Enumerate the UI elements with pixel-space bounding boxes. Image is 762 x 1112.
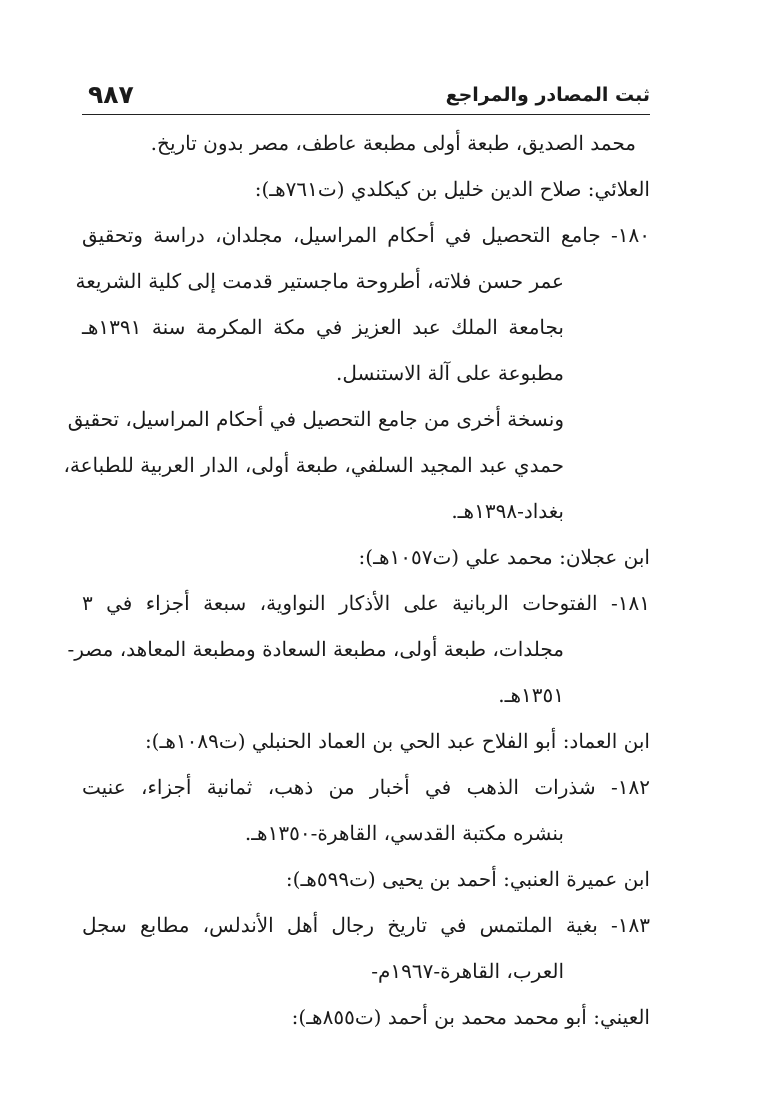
text-line: بجامعة الملك عبد العزيز في مكة المكرمة سنة ١٣٩١هـ <box>82 315 564 339</box>
text-line: حمدي عبد المجيد السلفي، طبعة أولى، الدار العربية للطباعة، <box>63 453 564 477</box>
page-number: ٩٨٧ <box>88 80 134 109</box>
text-line: ١٣٥١هـ. <box>498 683 564 707</box>
text-line: محمد الصديق، طبعة أولى مطبعة عاطف، مصر بدون تاريخ. <box>150 131 636 155</box>
bibliography-text <box>63 120 650 1040</box>
text-line: بنشره مكتبة القدسي، القاهرة-١٣٥٠هـ. <box>244 821 564 845</box>
text-line: مجلدات، طبعة أولى، مطبعة السعادة ومطبعة المعاهد، مصر- <box>67 637 564 661</box>
text-line: ابن العماد: أبو الفلاح عبد الحي بن العماد الحنبلي (ت١٠٨٩هـ): <box>144 729 650 753</box>
text-line: ١٨٣- بغية الملتمس في تاريخ رجال أهل الأندلس، مطابع سجل <box>82 913 650 937</box>
text-line: ابن عجلان: محمد علي (ت١٠٥٧هـ): <box>358 545 650 569</box>
text-line: العلائي: صلاح الدين خليل بن كيكلدي (ت٧٦١هـ): <box>254 177 650 201</box>
text-line: بغداد-١٣٩٨هـ. <box>451 499 564 523</box>
text-line: العيني: أبو محمد محمد بن أحمد (ت٨٥٥هـ): <box>291 1005 650 1029</box>
text-line: ابن عميرة العنبي: أحمد بن يحيى (ت٥٩٩هـ): <box>285 867 650 891</box>
text-line: ١٨٠- جامع التحصيل في أحكام المراسيل، مجلدان، دراسة وتحقيق <box>82 223 650 247</box>
running-title: ثبت المصادر والمراجع <box>445 84 650 106</box>
text-line: مطبوعة على آلة الاستنسل. <box>336 361 564 385</box>
text-line: ١٨١- الفتوحات الربانية على الأذكار النواوية، سبعة أجزاء في ٣ <box>82 591 650 615</box>
text-line: العرب، القاهرة-١٩٦٧م- <box>371 959 564 983</box>
text-line: ونسخة أخرى من جامع التحصيل في أحكام المراسيل، تحقيق <box>67 407 564 431</box>
text-line: ١٨٢- شذرات الذهب في أخبار من ذهب، ثمانية أجزاء، عنيت <box>82 775 650 799</box>
text-line: عمر حسن فلاته، أطروحة ماجستير قدمت إلى كلية الشريعة <box>75 269 564 293</box>
page-header <box>82 78 650 115</box>
